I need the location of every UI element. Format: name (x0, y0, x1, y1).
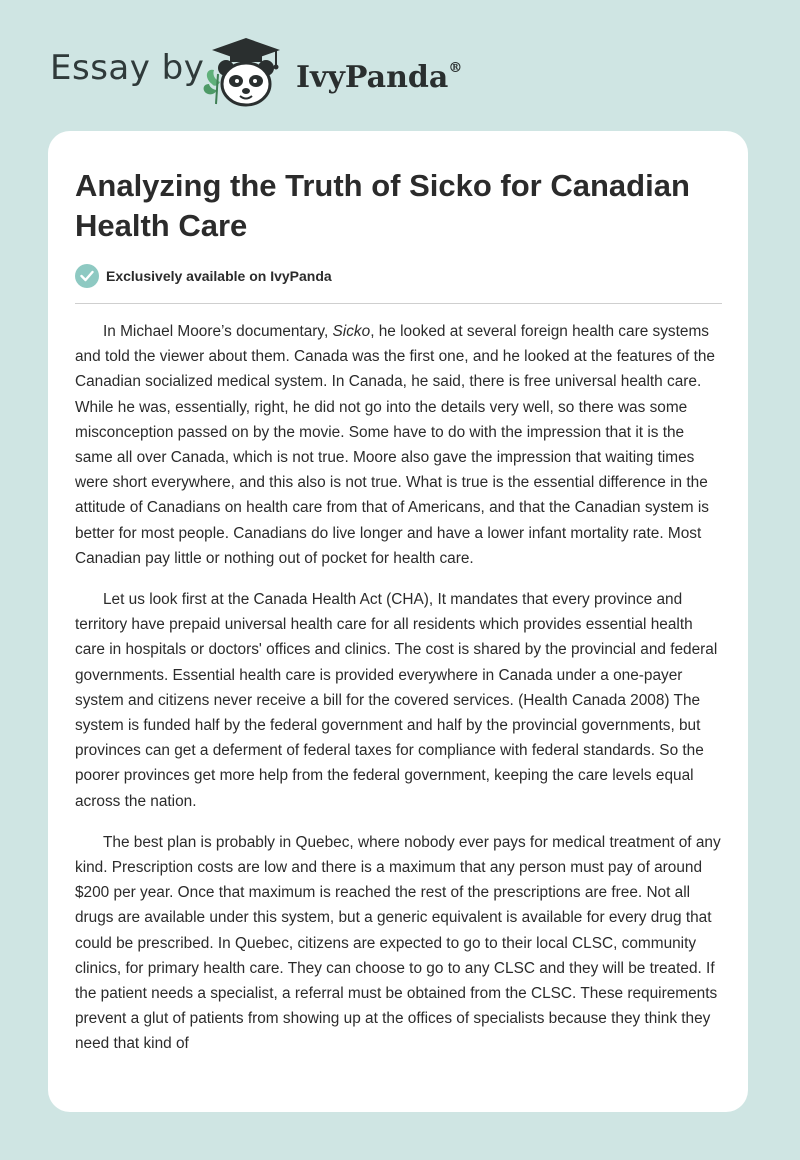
paragraph-1 (75, 319, 725, 571)
divider (75, 303, 722, 304)
exclusive-badge (75, 263, 332, 289)
essay-by-label: Essay by (50, 48, 205, 88)
check-circle-icon (75, 264, 99, 288)
essay-title: Analyzing the Truth of Sicko for Canadian Health Care (75, 168, 690, 243)
film-title: Sicko (332, 323, 371, 340)
brand-text: IvyPanda (296, 60, 449, 95)
site-header (0, 0, 800, 120)
registered-mark: ® (448, 60, 463, 76)
brand-name[interactable] (296, 52, 462, 98)
essay-body (75, 319, 725, 1073)
exclusive-badge-text: Exclusively available on IvyPanda (106, 268, 332, 284)
panda-logo-icon[interactable] (200, 34, 290, 110)
paragraph-2: Let us look first at the Canada Health Act (CHA), It mandates that every province and territory have prepaid universal health care for all residents which provides essential health care in hospitals or doctors' offices and clinics. The cost is shared by the provincial and federal governments. Essential health care is provided everywhere in Canada under a one-payer system and citizens never receive a bill for the covered services. (Health Canada 2008) The system is funded half by the federal government and half by the provincial governments, but provinces can get a deferment of federal taxes for compliance with federal standards. So the poorer provinces get more help from the federal government, keeping the care levels equal across the nation. (75, 591, 718, 810)
paragraph-1-after: , he looked at several foreign health care systems and told the viewer about them. Canada was the first one, and he looked at the features of the Canadian socialized medical system. In Canada, he said, there is free universal health care. While he was, essentially, right, he did not go into the details very well, so there was some misconception passed on by the movie. Some have to do with the impression that it is the same all over Canada, which is not true. Moore also gave the impression that waiting times were short everywhere, and this also is not true. What is true is the essential difference in the attitude of Canadians on health care from that of Americans, and that the Canadian system is better for most people. Canadians do live longer and have a lower infant mortality rate. Most Canadian pay little or nothing out of pocket for health care. (75, 323, 715, 567)
paragraph-3: The best plan is probably in Quebec, where nobody ever pays for medical treatment of any kind. Prescription costs are low and there is a maximum that any person must pay of around $200 per year. Once that maximum is reached the rest of the prescriptions are free. Not all drugs are available under this system, but a generic equivalent is available for every drug that could be prescribed. In Quebec, citizens are expected to go to their local CLSC, community clinics, for primary health care. They can choose to go to any CLSC and they will be treated. If the patient needs a specialist, a referral must be obtained from the CLSC. These requirements prevent a glut of patients from showing up at the offices of specialists because they think they need that kind of (75, 833, 721, 1053)
paragraph-1-before: In Michael Moore’s documentary, (103, 323, 333, 340)
leaf-icon (204, 70, 220, 104)
essay-card (48, 131, 748, 1112)
